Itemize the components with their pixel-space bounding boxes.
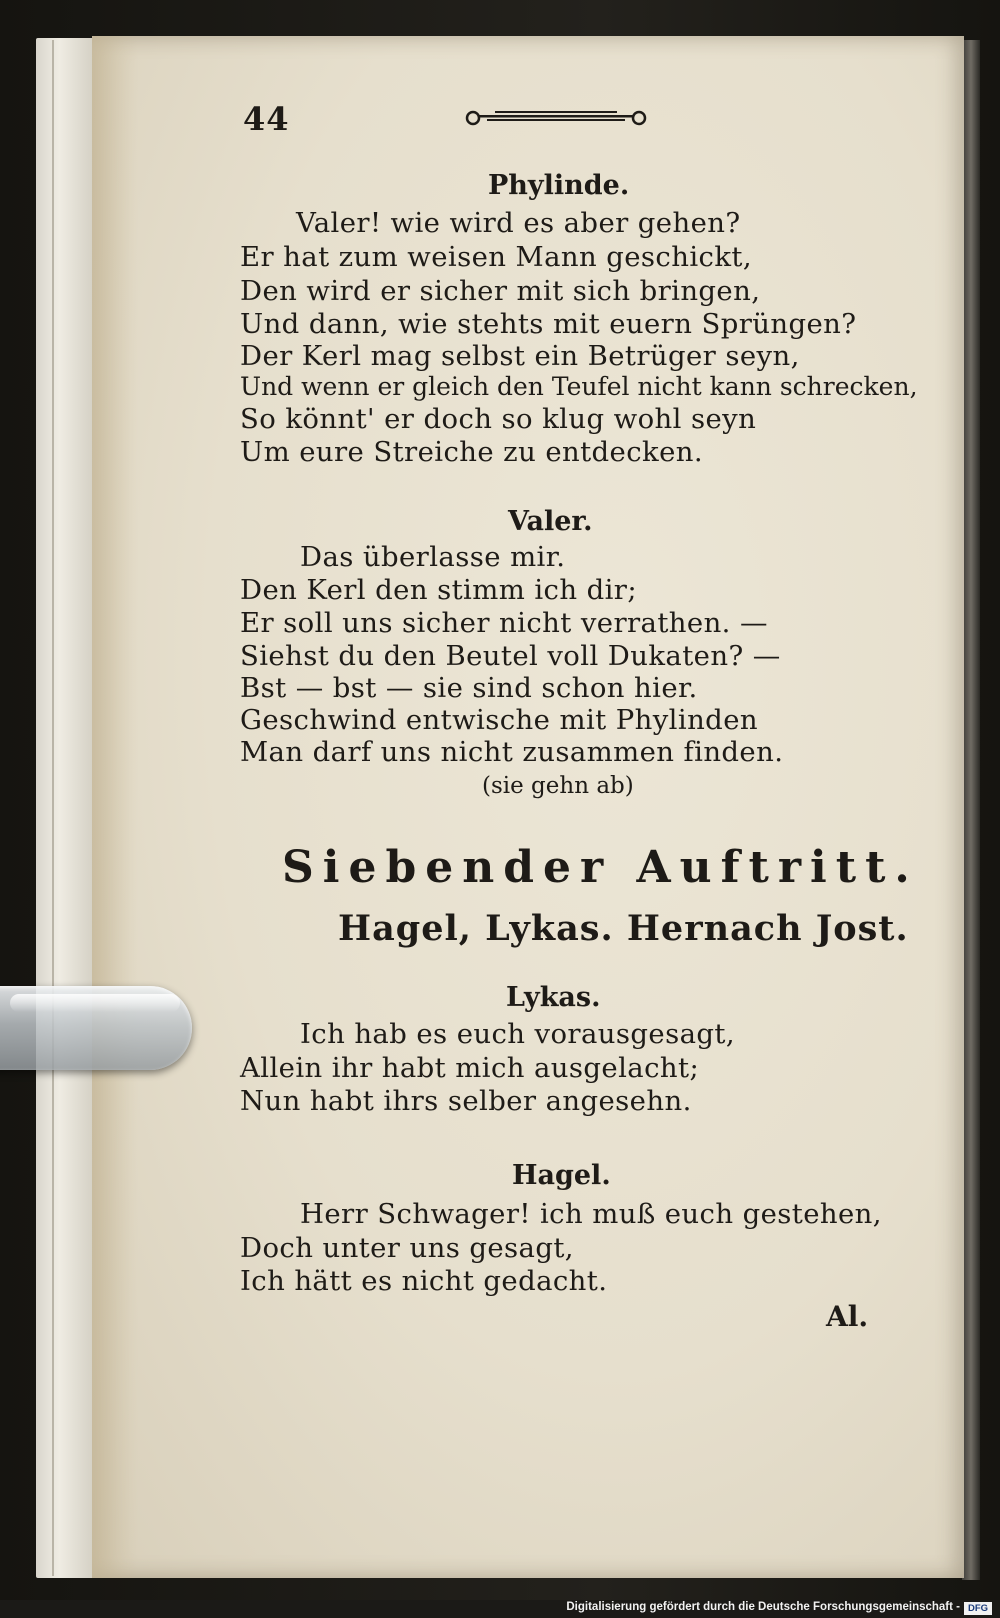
page-clip-highlight [10, 994, 180, 1012]
verse-line: Und dann, wie stehts mit euern Sprüngen? [240, 308, 857, 340]
verse-line: Herr Schwager! ich muß euch gestehen, [300, 1198, 882, 1230]
page-gutter [92, 36, 138, 1578]
verse-line: Geschwind entwische mit Phylinden [240, 704, 758, 736]
verse-line: Bst — bst — sie sind schon hier. [240, 672, 698, 704]
page-edge-line [52, 40, 54, 1576]
verse-line: Valer! wie wird es aber gehen? [296, 207, 741, 239]
verse-line: Ich hätt es nicht gedacht. [240, 1265, 608, 1297]
verse-line: Den Kerl den stimm ich dir; [240, 574, 637, 606]
verse-line: Siehst du den Beutel voll Dukaten? — [240, 640, 781, 672]
verse-line: Und wenn er gleich den Teufel nicht kann schrecken, [240, 372, 918, 401]
verse-line: Nun habt ihrs selber angesehn. [240, 1085, 692, 1117]
scene-title: Siebender Auftritt. [282, 842, 919, 893]
stage-direction: (sie gehn ab) [482, 773, 634, 799]
verse-line: Den wird er sicher mit sich bringen, [240, 275, 761, 307]
book-page-edges [36, 38, 94, 1578]
verse-line: Das überlasse mir. [300, 541, 566, 573]
book-right-edge [962, 40, 980, 1580]
verse-line: Man darf uns nicht zusammen finden. [240, 736, 784, 768]
verse-line: Allein ihr habt mich ausgelacht; [240, 1052, 700, 1084]
page-number: 44 [243, 100, 290, 138]
speaker-phylinde: Phylinde. [488, 170, 630, 201]
speaker-lykas: Lykas. [506, 982, 601, 1013]
verse-line: Er soll uns sicher nicht verrathen. — [240, 607, 768, 639]
verse-line: Doch unter uns gesagt, [240, 1232, 574, 1264]
verse-line: So könnt' er doch so klug wohl seyn [240, 403, 757, 435]
verse-line: Der Kerl mag selbst ein Betrüger seyn, [240, 340, 800, 372]
verse-line: Um eure Streiche zu entdecken. [240, 436, 704, 468]
verse-line: Ich hab es euch vorausgesagt, [300, 1018, 735, 1050]
catchword: Al. [826, 1300, 869, 1333]
footer-credit: Digitalisierung gefördert durch die Deutsche Forschungsgemeinschaft - [566, 1601, 960, 1613]
dfg-logo: DFG [964, 1602, 992, 1615]
header-ornament [465, 108, 647, 128]
scene-cast: Hagel, Lykas. Hernach Jost. [338, 908, 909, 949]
verse-line: Er hat zum weisen Mann geschickt, [240, 241, 752, 273]
speaker-valer: Valer. [508, 506, 593, 537]
speaker-hagel: Hagel. [512, 1160, 611, 1191]
